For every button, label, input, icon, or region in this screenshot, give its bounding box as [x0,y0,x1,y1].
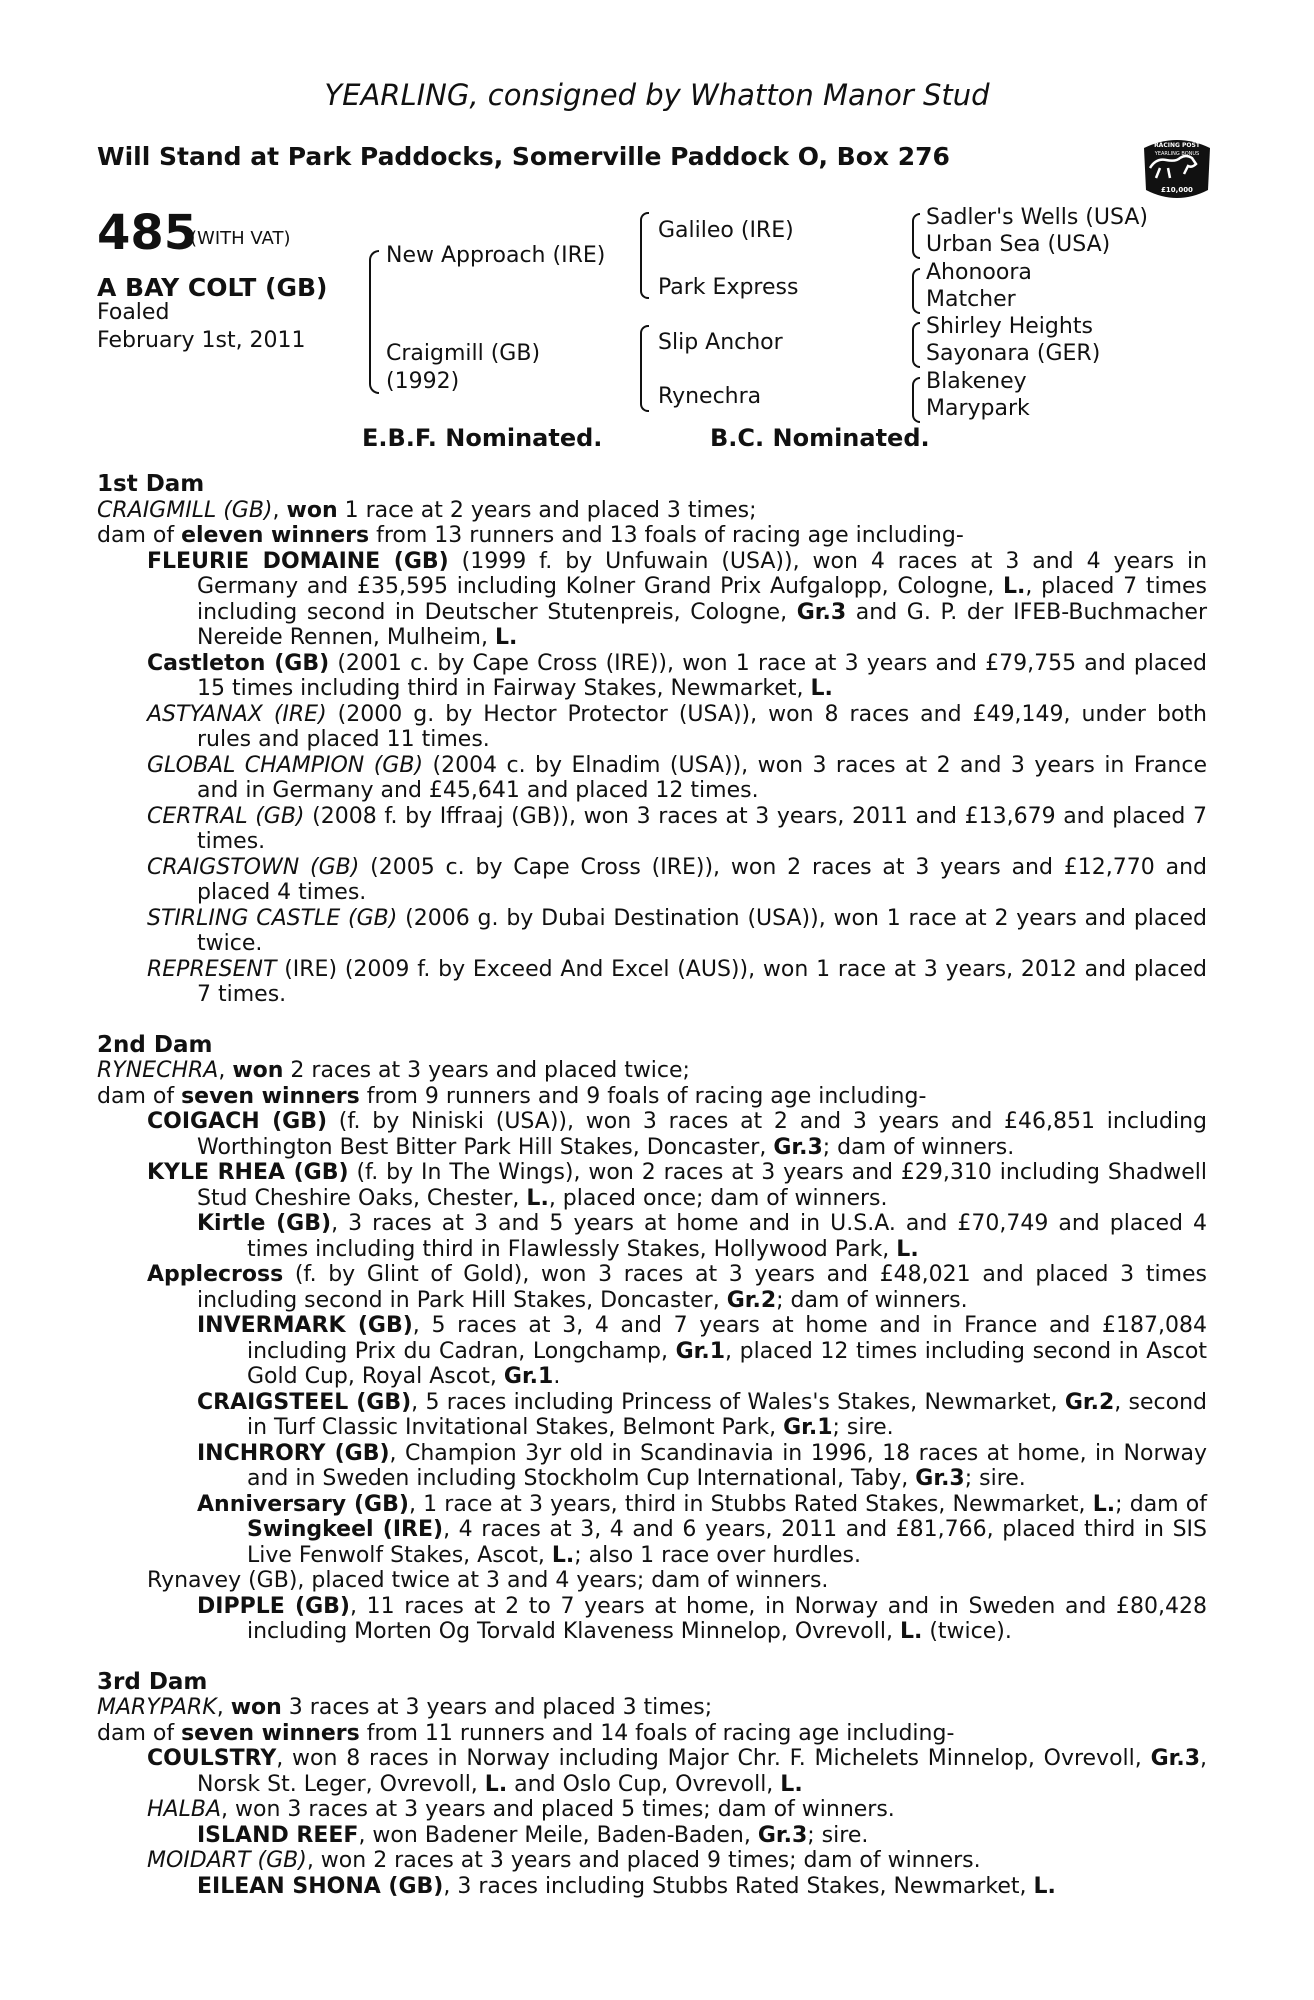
bc-nominated: B.C. Nominated. [710,424,930,452]
dam-year: (1992) [386,369,460,394]
produce-entry: HALBA, won 3 races at 3 years and placed 5 times; dam of winners. [147,1797,895,1822]
dss: Shirley Heights [926,314,1093,339]
sire-sire: Galileo (IRE) [658,218,794,243]
dam1-entries [97,549,1207,1008]
produce-entry: Rynavey (GB), placed twice at 3 and 4 years; dam of winners. [147,1568,829,1593]
pedigree-brace-g1 [912,213,920,259]
dam-dam: Rynechra [658,384,762,409]
lot-name: A BAY COLT (GB) [97,273,328,302]
produce-entry: INVERMARK (GB), 5 races at 3, 4 and 7 years at home and in France and £187,084 including Prix du Cadran, Longchamp, Gr.1, placed 12 times including second in Ascot Gold Cup, Royal Ascot, Gr.1. [197,1313,1207,1389]
sire: New Approach (IRE) [386,243,606,268]
sire-dam: Park Express [658,275,799,300]
pedigree-brace-dam [640,325,649,412]
pedigree-brace-g4 [912,377,920,423]
produce-entry: Kirtle (GB), 3 races at 3 and 5 years at home and in U.S.A. and £70,749 and placed 4 times including third in Flawlessly Stakes, Hollywood Park, L. [197,1211,1207,1262]
badge-text-top: RACING POST [1154,142,1200,149]
pedigree-brace-g3 [912,322,920,368]
dam-name: Craigmill (GB) [386,341,541,366]
vat-label: (WITH VAT) [190,228,291,249]
badge-text-bottom: £10,000 [1161,186,1193,194]
dam2-entries [97,1109,1207,1645]
produce-entry: GLOBAL CHAMPION (GB) (2004 c. by Elnadim (USA)), won 3 races at 2 and 3 years in France and in Germany and £45,641 and placed 12 times. [147,752,1207,803]
produce-entry: Anniversary (GB), 1 race at 3 years, third in Stubbs Rated Stakes, Newmarket, L.; dam of Swingkeel (IRE), 4 races at 3, 4 and 6 years, 2011 and £81,766, placed third in SIS Live Fenwolf Stakes, Ascot, L.; also 1 race over hurdles. [197,1491,1208,1568]
lot-number: 485 [97,205,198,261]
foaled-date: February 1st, 2011 [97,328,306,353]
sdd: Matcher [926,287,1016,312]
dam2-intro: RYNECHRA, won 2 races at 3 years and placed twice; [97,1058,690,1083]
dam2-heading: 2nd Dam [97,1031,213,1058]
produce-entry: FLEURIE DOMAINE (GB) (1999 f. by Unfuwain (USA)), won 4 races at 3 and 4 years in Germany and £35,595 including Kolner Grand Prix Aufgalopp, Cologne, L., placed 7 times including second in Deutscher Stutenpreis, Cologne, Gr.3 and G. P. der IFEB-Buchmacher Nereide Rennen, Mulheim, L. [147,548,1208,650]
dam1-heading: 1st Dam [97,471,205,497]
produce-entry: COIGACH (GB) (f. by Niniski (USA)), won 3 races at 2 and 3 years and £46,851 including Worthington Best Bitter Park Hill Stakes, Doncaster, Gr.3; dam of winners. [147,1109,1207,1160]
page-title: YEARLING, consigned by Whatton Manor Stud [324,78,990,112]
pedigree-brace-g2 [912,268,920,314]
ddd: Marypark [926,396,1030,421]
produce-entry: DIPPLE (GB), 11 races at 2 to 7 years at home, in Norway and in Sweden and £80,428 including Morten Og Torvald Klaveness Minnelop, Ovrevoll, L. (twice). [197,1593,1207,1644]
ssd: Urban Sea (USA) [926,232,1111,257]
dam3-entries [97,1746,1207,1899]
sss: Sadler's Wells (USA) [926,205,1148,230]
produce-entry: KYLE RHEA (GB) (f. by In The Wings), won 2 races at 3 years and £29,310 including Shadwell Stud Cheshire Oaks, Chester, L., placed once; dam of winners. [147,1160,1208,1211]
produce-entry: MOIDART (GB), won 2 races at 3 years and placed 9 times; dam of winners. [147,1848,981,1873]
produce-entry: CRAIGSTEEL (GB), 5 races including Princess of Wales's Stakes, Newmarket, Gr.2, second in Turf Classic Invitational Stakes, Belmont Park, Gr.1; sire. [197,1389,1207,1440]
produce-entry: INCHRORY (GB), Champion 3yr old in Scandinavia in 1996, 18 races at home, in Norway and in Sweden including Stockholm Cup International, Taby, Gr.3; sire. [197,1440,1207,1491]
dam1-intro: CRAIGMILL (GB), won 1 race at 2 years and placed 3 times; [97,497,757,523]
produce-entry: Castleton (GB) (2001 c. by Cape Cross (IRE)), won 1 race at 3 years and £79,755 and placed 15 times including third in Fairway Stakes, Newmarket, L. [147,650,1207,701]
produce-entry: COULSTRY, won 8 races in Norway including Major Chr. F. Michelets Minnelop, Ovrevoll, Gr.3, Norsk St. Leger, Ovrevoll, L. and Oslo Cup, Ovrevoll, L. [147,1746,1207,1797]
sds: Ahonoora [926,260,1032,285]
produce-entry: REPRESENT (IRE) (2009 f. by Exceed And Excel (AUS)), won 1 race at 3 years, 2012 and placed 7 times. [147,956,1207,1007]
produce-entry: CERTRAL (GB) (2008 f. by Iffraaj (GB)), won 3 races at 3 years, 2011 and £13,679 and placed 7 times. [147,803,1207,854]
dam3-intro: MARYPARK, won 3 races at 3 years and placed 3 times; [97,1695,713,1720]
dam1-intro2: dam of eleven winners from 13 runners and 13 foals of racing age including- [97,523,964,548]
dsd: Sayonara (GER) [926,341,1101,366]
dam3-intro2: dam of seven winners from 11 runners and 14 foals of racing age including- [97,1720,955,1746]
produce-record [97,472,1207,1899]
produce-entry: Applecross (f. by Glint of Gold), won 3 races at 3 years and £48,021 and placed 3 times including second in Park Hill Stakes, Doncaster, Gr.2; dam of winners. [147,1262,1207,1313]
dds: Blakeney [926,369,1027,394]
badge-text-mid: YEARLING BONUS [1154,151,1200,157]
pedigree-brace-sire [640,212,649,299]
pedigree-brace-main [369,250,379,394]
ebf-nominated: E.B.F. Nominated. [362,424,603,452]
produce-entry: ISLAND REEF, won Badener Meile, Baden-Baden, Gr.3; sire. [197,1822,869,1848]
produce-entry: ASTYANAX (IRE) (2000 g. by Hector Protector (USA)), won 8 races and £49,149, under both rules and placed 11 times. [147,701,1207,752]
location-line: Will Stand at Park Paddocks, Somerville Paddock O, Box 276 [97,142,950,171]
yearling-bonus-badge [1138,130,1216,208]
produce-entry: STIRLING CASTLE (GB) (2006 g. by Dubai Destination (USA)), won 1 race at 2 years and placed twice. [147,905,1207,956]
foaled-label: Foaled [97,300,170,325]
produce-entry: CRAIGSTOWN (GB) (2005 c. by Cape Cross (IRE)), won 2 races at 3 years and £12,770 and placed 4 times. [147,854,1207,905]
produce-entry: EILEAN SHONA (GB), 3 races including Stubbs Rated Stakes, Newmarket, L. [197,1873,1056,1899]
dam2-intro2: dam of seven winners from 9 runners and 9 foals of racing age including- [97,1083,927,1109]
dam-sire: Slip Anchor [658,330,783,355]
dam3-heading: 3rd Dam [97,1668,208,1695]
